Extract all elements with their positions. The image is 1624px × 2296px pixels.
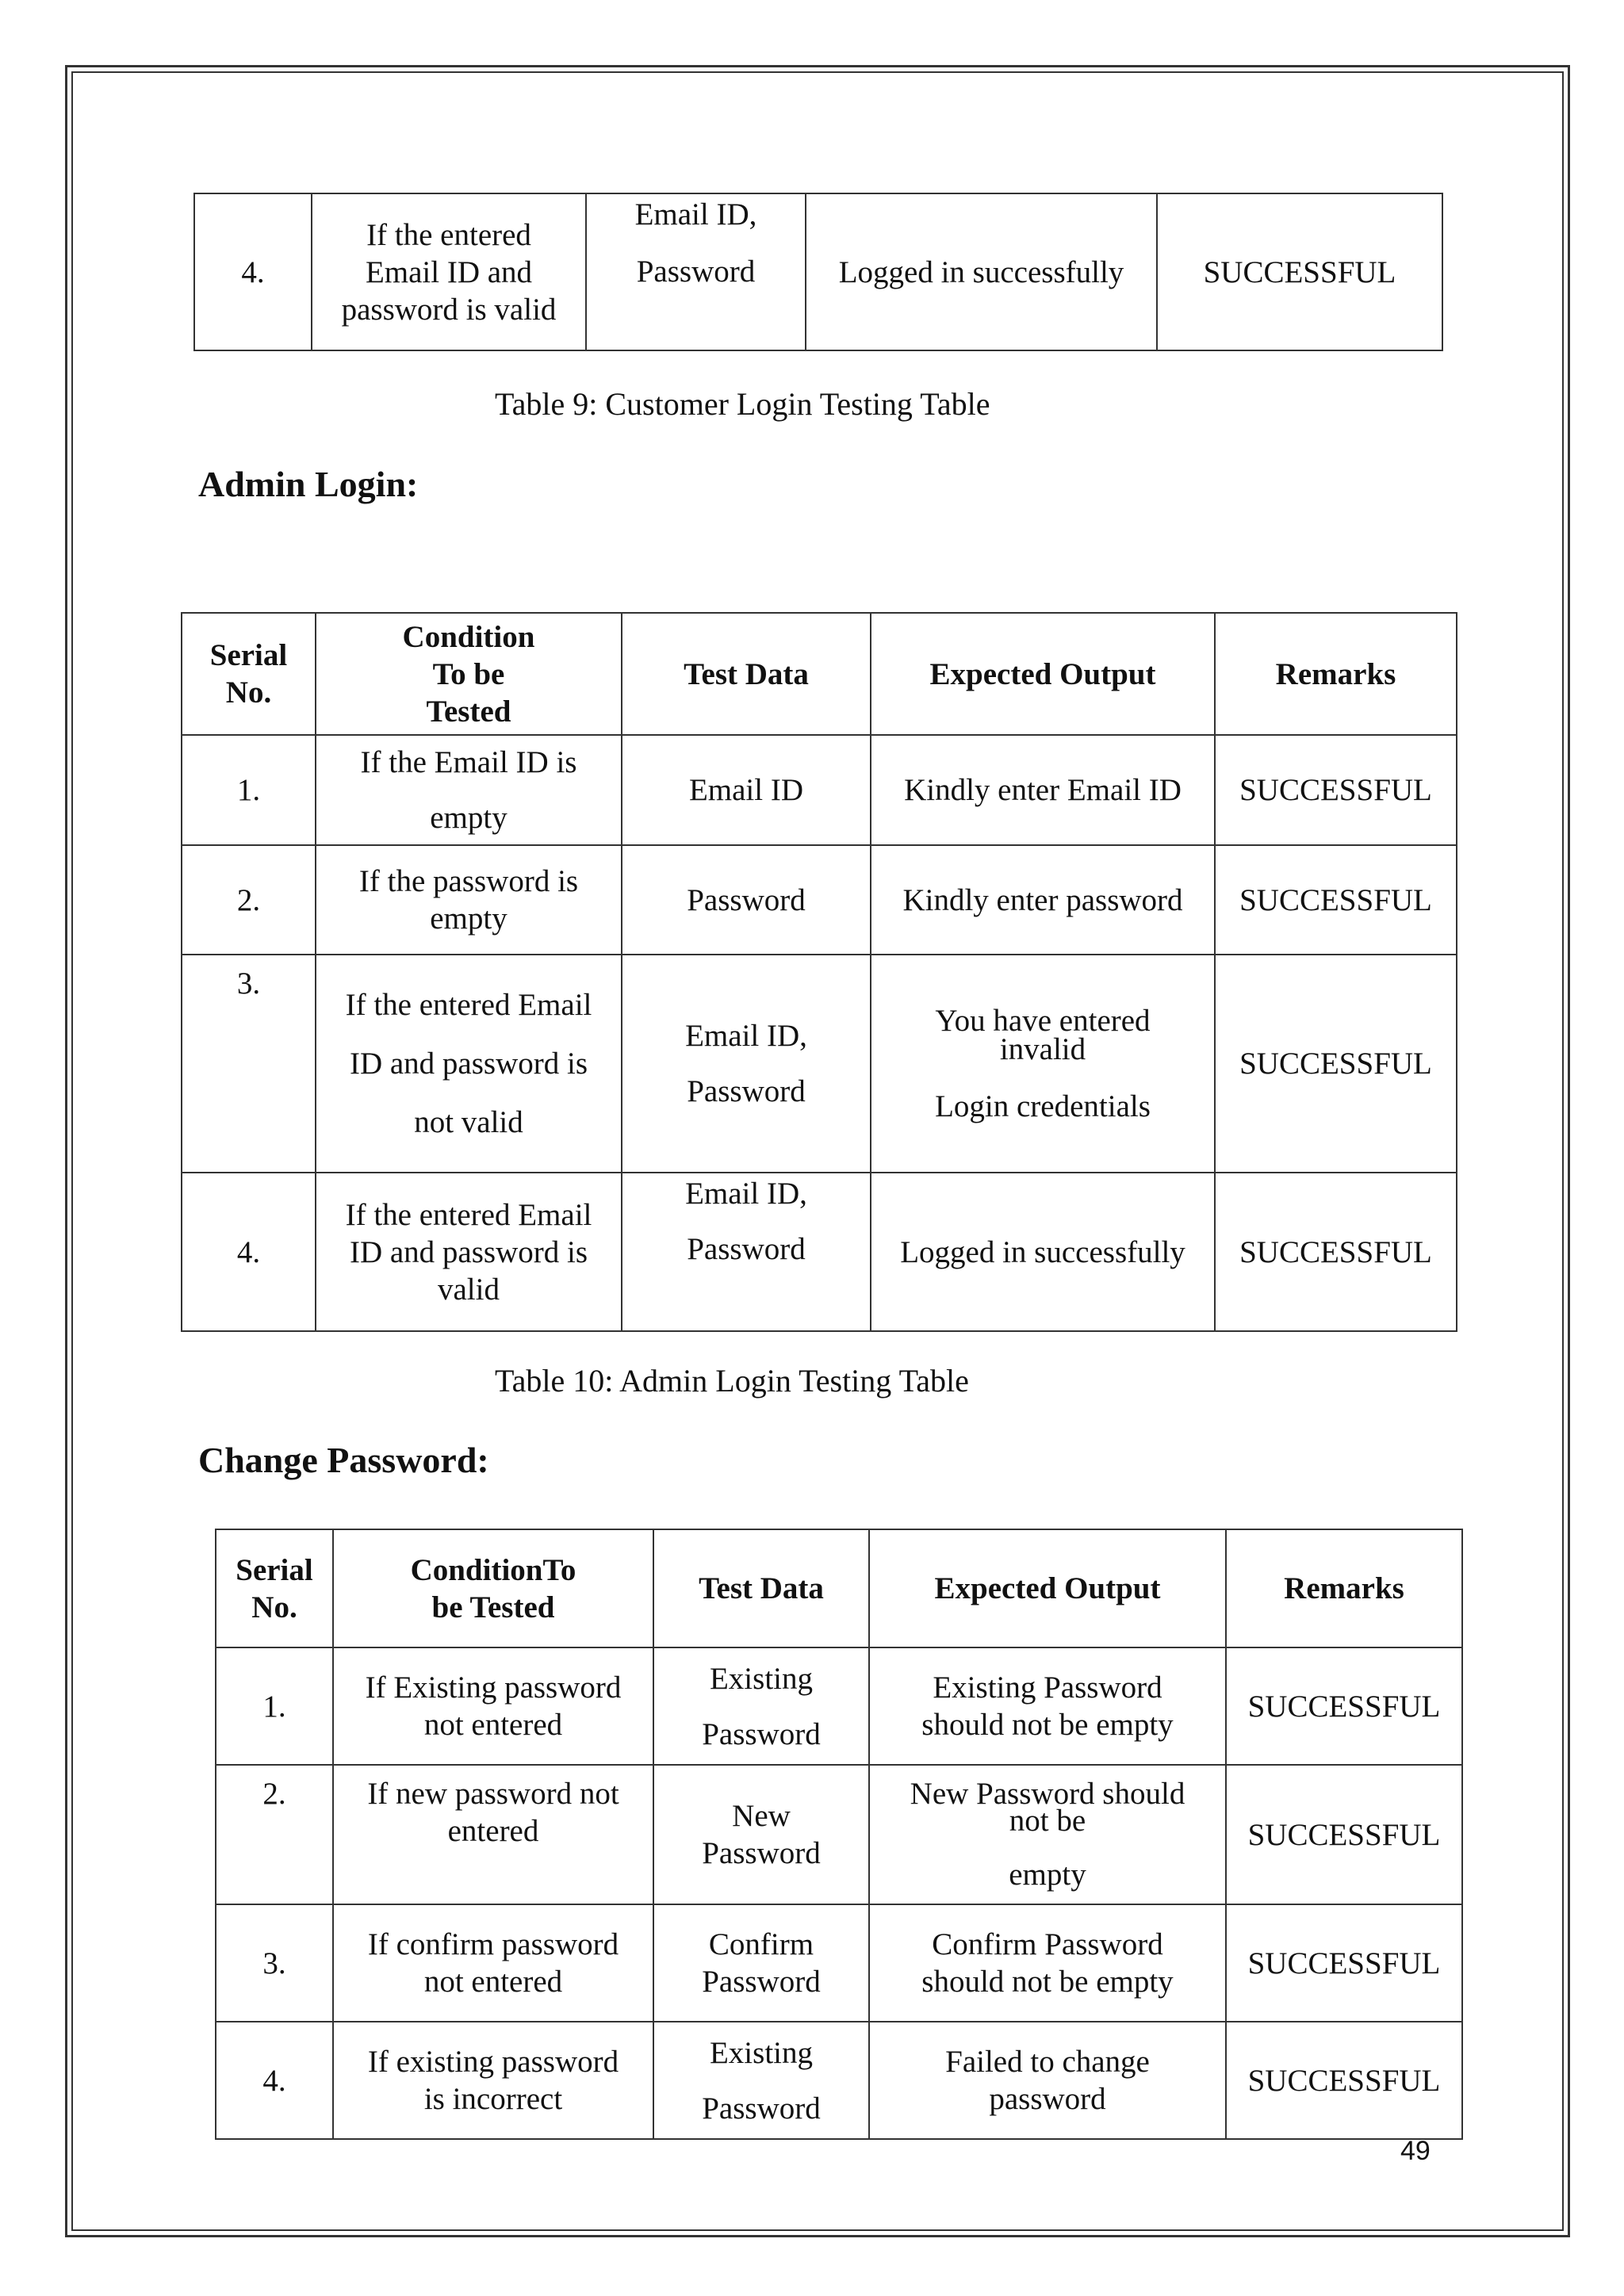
table-caption: Table 9: Customer Login Testing Table [495, 386, 990, 422]
table-cell: Existing Password should not be empty [869, 1647, 1226, 1765]
section-heading: Change Password: [198, 1440, 489, 1480]
table-row [216, 1765, 1462, 1904]
table-cell: SUCCESSFUL [1215, 955, 1457, 1173]
table-row [216, 1647, 1462, 1765]
table-cell: 2. [216, 1765, 333, 1904]
column-header: Remarks [1215, 613, 1457, 735]
table-cell: Failed to change password [869, 2022, 1226, 2139]
table-cell: SUCCESSFUL [1215, 845, 1457, 955]
column-header: Condition To be Tested [316, 613, 622, 735]
table-header-row [182, 613, 1457, 735]
table-cell: SUCCESSFUL [1215, 735, 1457, 845]
table-cell: New Password [653, 1765, 869, 1904]
column-header: Expected Output [869, 1529, 1226, 1647]
table-cell: 4. [182, 1173, 316, 1331]
table-cell: SUCCESSFUL [1226, 1904, 1462, 2022]
page-number: 49 [1400, 2136, 1431, 2166]
table-cell: Kindly enter Email ID [871, 735, 1215, 845]
table-cell: You have entered invalid Login credentials [871, 955, 1215, 1173]
column-header: Expected Output [871, 613, 1215, 735]
table-cell: Email ID [622, 735, 871, 845]
table-cell: Email ID, Password [622, 1173, 871, 1331]
table-cell: If the entered Email ID and password is not valid [316, 955, 622, 1173]
section-heading: Admin Login: [198, 464, 419, 504]
column-header: Test Data [622, 613, 871, 735]
table-cell: Existing Password [653, 1647, 869, 1765]
table-cell: If confirm password not entered [333, 1904, 653, 2022]
table-cell: 4. [194, 193, 312, 350]
column-header: ConditionTo be Tested [333, 1529, 653, 1647]
table-cell: SUCCESSFUL [1226, 1647, 1462, 1765]
table-cell: SUCCESSFUL [1226, 1765, 1462, 1904]
table-row [194, 193, 1442, 350]
table-cell: If existing password is incorrect [333, 2022, 653, 2139]
table-cell: SUCCESSFUL [1226, 2022, 1462, 2139]
table-cell: 1. [216, 1647, 333, 1765]
table-row [182, 735, 1457, 845]
table-cell: SUCCESSFUL [1157, 193, 1442, 350]
table-row [216, 1904, 1462, 2022]
table-cell: 1. [182, 735, 316, 845]
table-cell: Kindly enter password [871, 845, 1215, 955]
table-cell: Logged in successfully [806, 193, 1157, 350]
table-cell: Confirm Password should not be empty [869, 1904, 1226, 2022]
table-cell: SUCCESSFUL [1215, 1173, 1457, 1331]
column-header: Test Data [653, 1529, 869, 1647]
table-cell: If the password is empty [316, 845, 622, 955]
customer-login-table [193, 193, 1443, 351]
table-cell: 3. [182, 955, 316, 1173]
column-header: Serial No. [182, 613, 316, 735]
table-cell: New Password should not be empty [869, 1765, 1226, 1904]
table-cell: Logged in successfully [871, 1173, 1215, 1331]
column-header: Serial No. [216, 1529, 333, 1647]
table-cell: Existing Password [653, 2022, 869, 2139]
table-row [216, 2022, 1462, 2139]
column-header: Remarks [1226, 1529, 1462, 1647]
table-cell: Confirm Password [653, 1904, 869, 2022]
table-cell: If new password not entered [333, 1765, 653, 1904]
table-row [182, 845, 1457, 955]
table-cell: Email ID, Password [622, 955, 871, 1173]
table-cell: 4. [216, 2022, 333, 2139]
change-password-table [215, 1529, 1463, 2140]
table-header-row [216, 1529, 1462, 1647]
table-cell: If the entered Email ID and password is valid [316, 1173, 622, 1331]
table-row [182, 1173, 1457, 1331]
table-cell: Password [622, 845, 871, 955]
table-cell: Email ID, Password [586, 193, 806, 350]
table-cell: If Existing password not entered [333, 1647, 653, 1765]
table-caption: Table 10: Admin Login Testing Table [495, 1363, 969, 1399]
table-cell: If the entered Email ID and password is valid [312, 193, 586, 350]
table-cell: If the Email ID is empty [316, 735, 622, 845]
table-cell: 3. [216, 1904, 333, 2022]
table-row [182, 955, 1457, 1173]
table-cell: 2. [182, 845, 316, 955]
admin-login-table [181, 612, 1457, 1332]
